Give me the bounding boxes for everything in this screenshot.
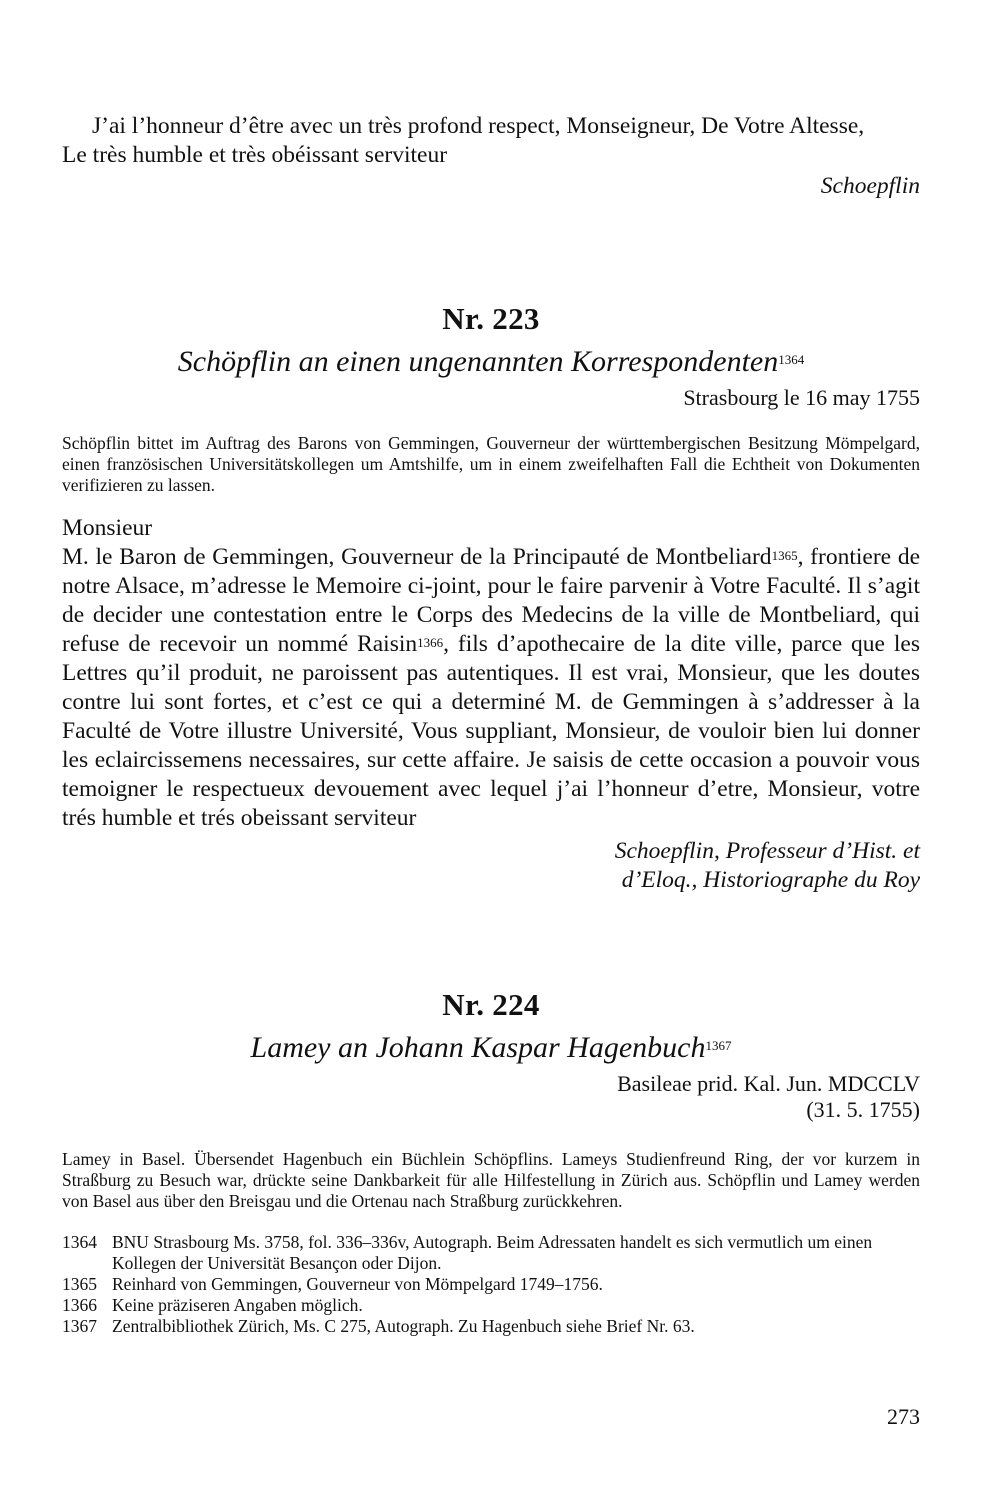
- salutation: Monsieur: [62, 515, 153, 541]
- text-span: M. le Baron de Gemmingen, Gouverneur de la Principauté de Montbeliard: [62, 544, 772, 570]
- modern-date: (31. 5. 1755): [806, 1097, 920, 1122]
- letter-title: [62, 343, 920, 381]
- letter-signature: [62, 837, 920, 895]
- footnote-text: Keine präziseren Angaben möglich.: [112, 1295, 363, 1315]
- signature-line: d’Eloq., Historiographe du Roy: [621, 867, 920, 893]
- footnote-number: 1364: [62, 1232, 97, 1252]
- letter-title: [62, 1029, 920, 1067]
- place-date: Basileae prid. Kal. Jun. MDCCLV: [617, 1071, 920, 1096]
- footnote-text: Reinhard von Gemmingen, Gouverneur von Mömpelgard 1749–1756.: [112, 1274, 603, 1294]
- footnote-ref: 1365: [771, 548, 798, 563]
- footnote: [62, 1274, 920, 1295]
- text-span: , fils d’apothecaire de la dite ville, parce que les Lettres qu’il produit, ne paroissent pas autentiques. Il est vrai, Monsieur, que les doutes contre lui sont fortes, et c’est ce qui a determiné M. de Gemmingen à s’addresser à la Faculté de Votre illustre Université, Vous suppliant, Monsieur, de vouloir bien lui donner les eclaircissemens necessaires, sur cette affaire. Je saisis de cette occasion a pouvoir vous temoigner le respectueux devouement avec lequel j’ai l’honneur d’etre, Monsieur, votre trés humble et trés obeissant serviteur: [62, 631, 920, 831]
- letter-summary: Schöpflin bittet im Auftrag des Barons von Gemmingen, Gouverneur der württembergischen Besitzung Mömpelgard, einen französischen Universitätskollegen um Amtshilfe, um in einem zweifelhaften Fall die Echtheit von Dokumenten verifizieren zu lassen.: [62, 433, 920, 495]
- footnotes: [62, 1232, 920, 1337]
- letter-paragraph: [62, 543, 920, 833]
- closing-line: Le très humble et très obéissant serviteur: [62, 142, 448, 168]
- footnote: [62, 1316, 920, 1337]
- page-number: 273: [887, 1404, 920, 1429]
- place-date: Strasbourg le 16 may 1755: [683, 385, 920, 410]
- text-span: , frontiere de notre Alsace, m’adresse le Memoire ci-joint, pour le faire parvenir à Votre Faculté. Il s’agit de decider une contestation entre le Corps des Medecins de la ville de Montbeliard, qui refuse de recevoir un nommé Raisin: [62, 544, 920, 657]
- letter-title-text: Lamey an Johann Kaspar Hagenbuch: [250, 1031, 706, 1064]
- footnote-number: 1365: [62, 1274, 97, 1294]
- letter-body: [62, 514, 920, 833]
- letter-number: Nr. 223: [442, 301, 540, 336]
- footnote: [62, 1232, 920, 1274]
- footnote-number: 1366: [62, 1295, 97, 1315]
- document-page: [62, 112, 920, 1337]
- signature-line: Schoepflin, Professeur d’Hist. et: [614, 838, 920, 864]
- footnote-text: BNU Strasbourg Ms. 3758, fol. 336–336v, Autograph. Beim Adressaten handelt es sich vermutlich um einen Kollegen der Universität Besançon oder Dijon.: [112, 1232, 873, 1273]
- previous-letter-closing: [62, 112, 920, 170]
- letter-number: Nr. 224: [442, 987, 540, 1022]
- footnote-ref: 1366: [417, 635, 444, 650]
- footnote-ref: 1364: [778, 352, 805, 367]
- footnote-text: Zentralbibliothek Zürich, Ms. C 275, Autograph. Zu Hagenbuch siehe Brief Nr. 63.: [112, 1316, 695, 1336]
- closing-line: J’ai l’honneur d’être avec un très profond respect, Monseigneur, De Votre Altesse,: [92, 113, 865, 139]
- closing-signature: Schoepflin: [820, 173, 920, 199]
- footnote: [62, 1295, 920, 1316]
- footnote-number: 1367: [62, 1316, 97, 1336]
- footnote-ref: 1367: [705, 1038, 732, 1053]
- letter-title-text: Schöpflin an einen ungenannten Korrespondenten: [177, 345, 779, 378]
- letter-summary: Lamey in Basel. Übersendet Hagenbuch ein Büchlein Schöpflins. Lameys Studienfreund Ring, der vor kurzem in Straßburg zu Besuch war, drückte seine Dankbarkeit für alle Hilfestellung in Zürich aus. Schöpflin und Lamey werden von Basel aus über den Breisgau und die Ortenau nach Straßburg zurückkehren.: [62, 1149, 920, 1211]
